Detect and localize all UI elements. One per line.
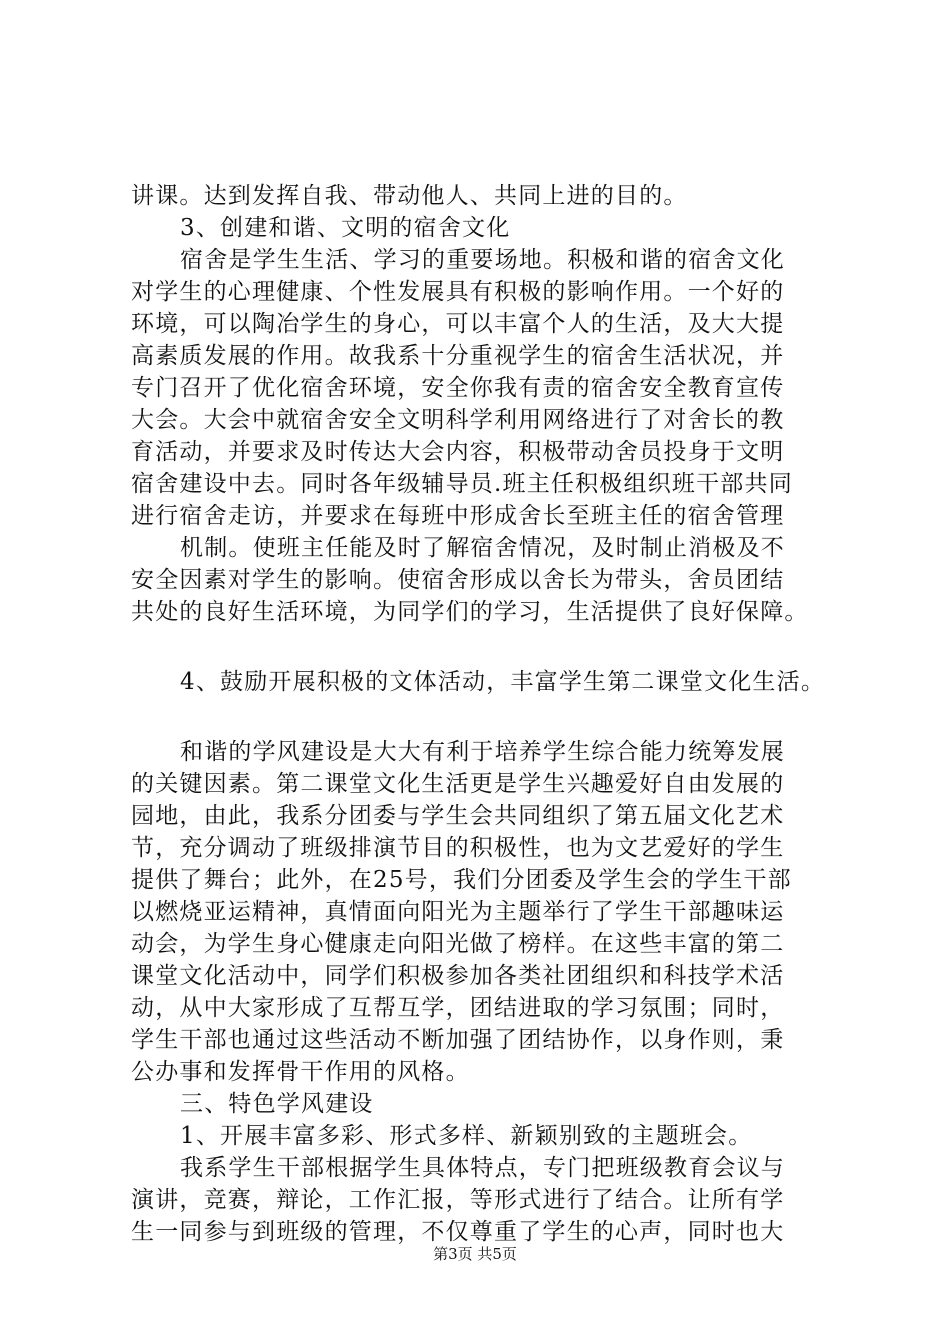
text-line: 高素质发展的作用。故我系十分重视学生的宿舍生活状况，并 — [131, 343, 785, 369]
text-line: 学生干部也通过这些活动不断加强了团结协作，以身作则，秉 — [131, 1027, 785, 1053]
text-line: 大会。大会中就宿舍安全文明科学利用网络进行了对舍长的教 — [131, 407, 785, 433]
text-line: 以燃烧亚运精神，真情面向阳光为主题举行了学生干部趣味运 — [131, 899, 785, 925]
section-heading: 1、开展丰富多彩、形式多样、新颖别致的主题班会。 — [180, 1123, 753, 1149]
text-line: 动，从中大家形成了互帮互学，团结进取的学习氛围；同时， — [131, 995, 785, 1021]
text-line: 节，充分调动了班级排演节目的积极性，也为文艺爱好的学生 — [131, 835, 785, 861]
text-line: 和谐的学风建设是大大有利于培养学生综合能力统筹发展 — [180, 739, 785, 765]
page-number-footer: 第3页 共5页 — [433, 1245, 517, 1263]
text-line: 共处的良好生活环境，为同学们的学习，生活提供了良好保障。 — [131, 599, 809, 625]
text-line: 专门召开了优化宿舍环境，安全你我有责的宿舍安全教育宣传 — [131, 375, 785, 401]
text-line: 动会，为学生身心健康走向阳光做了榜样。在这些丰富的第二 — [131, 931, 785, 957]
text-line: 安全因素对学生的影响。使宿舍形成以舍长为带头，舍员团结 — [131, 567, 785, 593]
text-line: 讲课。达到发挥自我、带动他人、共同上进的目的。 — [131, 183, 688, 209]
text-line: 课堂文化活动中，同学们积极参加各类社团组织和科技学术活 — [131, 963, 785, 989]
section-heading: 3、创建和谐、文明的宿舍文化 — [180, 215, 511, 241]
text-line: 我系学生干部根据学生具体特点，专门把班级教育会议与 — [180, 1155, 785, 1181]
section-heading: 4、鼓励开展积极的文体活动，丰富学生第二课堂文化生活。 — [180, 669, 826, 695]
text-line: 进行宿舍走访，并要求在每班中形成舍长至班主任的宿舍管理 — [131, 503, 785, 529]
text-line: 宿舍是学生生活、学习的重要场地。积极和谐的宿舍文化 — [180, 247, 785, 273]
text-line: 提供了舞台；此外，在25号，我们分团委及学生会的学生干部 — [131, 867, 792, 893]
text-line: 机制。使班主任能及时了解宿舍情况，及时制止消极及不 — [180, 535, 785, 561]
text-line: 宿舍建设中去。同时各年级辅导员.班主任积极组织班干部共同 — [131, 471, 793, 497]
section-heading: 三、特色学风建设 — [180, 1091, 374, 1117]
text-line: 环境，可以陶冶学生的身心，可以丰富个人的生活，及大大提 — [131, 311, 785, 337]
text-line: 育活动，并要求及时传达大会内容，积极带动舍员投身于文明 — [131, 439, 785, 465]
text-line: 公办事和发挥骨干作用的风格。 — [131, 1059, 470, 1085]
text-line: 生一同参与到班级的管理，不仅尊重了学生的心声，同时也大 — [131, 1219, 785, 1245]
text-line: 演讲，竞赛，辩论，工作汇报，等形式进行了结合。让所有学 — [131, 1187, 785, 1213]
text-line: 园地，由此，我系分团委与学生会共同组织了第五届文化艺术 — [131, 803, 785, 829]
text-line: 对学生的心理健康、个性发展具有积极的影响作用。一个好的 — [131, 279, 785, 305]
text-line: 的关键因素。第二课堂文化生活更是学生兴趣爱好自由发展的 — [131, 771, 785, 797]
